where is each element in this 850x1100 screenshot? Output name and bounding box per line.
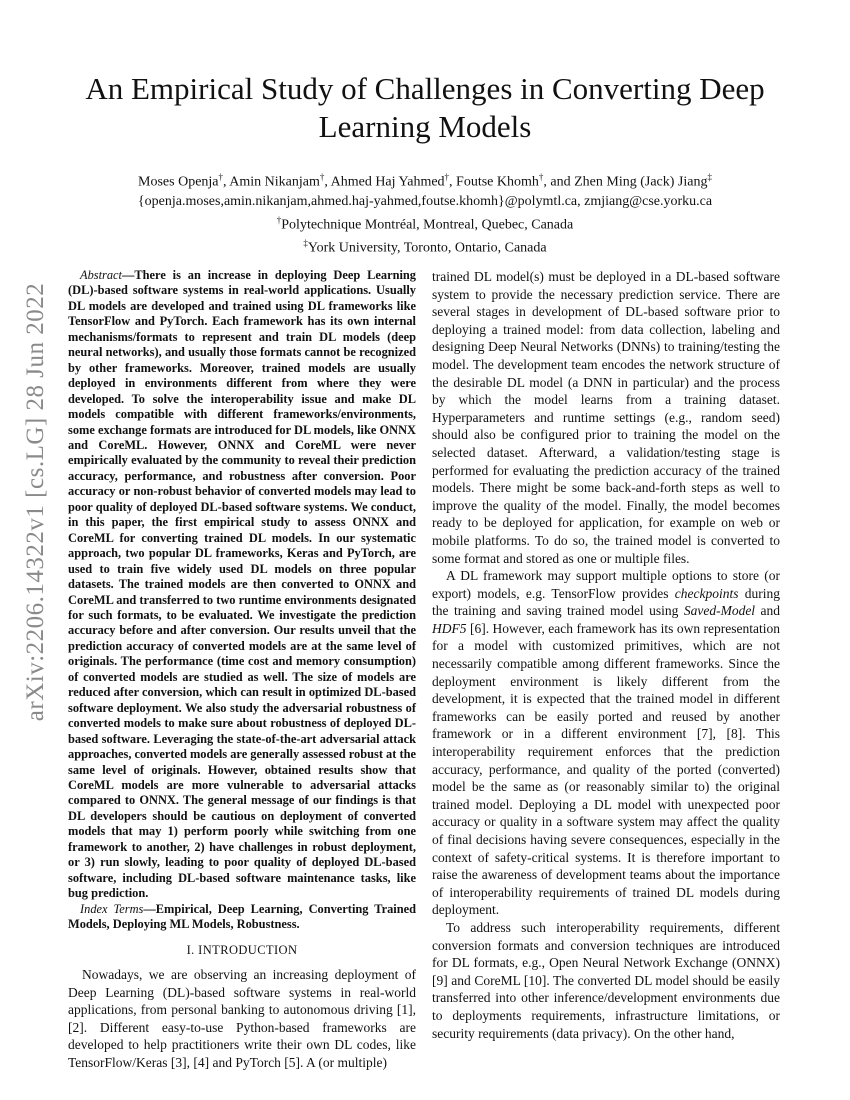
- abstract-text: —There is an increase in deploying Deep Learning (DL)-based software systems in real-world applications. Usually DL models are developed and trained using DL frameworks like TensorFlow and PyTorch. Each framework has its own internal mechanisms/formats to represent and train DL models (deep neural networks), and usually those formats cannot be recognized by other frameworks. Moreover, trained models are usually deployed in environments different from where they were developed. To solve the interoperability issue and make DL models compatible with different frameworks/environments, some exchange formats are introduced for DL models, like ONNX and CoreML. However, ONNX and CoreML were never empirically evaluated by the community to reveal their prediction accuracy, performance, and robustness after conversion. Poor accuracy or non-robust behavior of converted models may lead to poor quality of deployed DL-based software systems. We conduct, in this paper, the first empirical study to assess ONNX and CoreML for converting trained DL models. In our systematic approach, two popular DL frameworks, Keras and PyTorch, are used to train five widely used DL models on three popular datasets. The trained models are then converted to ONNX and CoreML and transferred to two runtime environments designated for such formats, to be evaluated. We investigate the prediction accuracy before and after conversion. Our results unveil that the prediction accuracy of converted models are at the same level of originals. The performance (time cost and memory consumption) of converted models are studied as well. The size of models are reduced after conversion, which can result in optimized DL-based software deployment. We also study the adversarial robustness of converted models to make sure about robustness of deployed DL-based software. Leveraging the state-of-the-art adversarial attack approaches, converted models are generally assessed robust at the same level of originals. However, obtained results show that CoreML models are more vulnerable to adversarial attacks compared to ONNX. The general message of our findings is that DL developers should be cautious on deployment of converted models that may 1) perform poorly while switching from one framework to another, 2) have challenges in robust deployment, or 3) run slowly, leading to poor quality of deployed DL-based software, including DL-based software maintenance tasks, like bug prediction.: [68, 268, 416, 901]
- author-block: [60, 168, 790, 258]
- right-column: [432, 268, 780, 1042]
- abstract-label: Abstract: [80, 268, 122, 282]
- intro-paragraph-2: A DL framework may support multiple options to store (or export) models, e.g. TensorFlow provides checkpoints during the training and saving trained model using Saved-Model and HDF5 [6]. However, each framework has its own representation for a model with customized primitives, which are not necessarily compatible among different frameworks. Since the deployment environment is likely different from the development, it is expected that the trained model in different frameworks can be easily ported and reused by another framework or in a different environment [7], [8]. This interoperability requirement enforces that the prediction accuracy, performance, and quality of the ported (converted) model be the same as (or reasonably similar to) the original trained model. Deploying a DL model with unexpected poor accuracy or quality in a software system may affect the quality of final decisions having severe consequences, especially in the context of safety-critical systems. It is therefore important to raise the awareness of development teams about the importance of interoperability requirements of trained DL models during deployment.: [432, 568, 781, 918]
- intro-paragraph-1-continued: trained DL model(s) must be deployed in a DL-based software system to provide the necessary prediction service. There are several stages in development of DL-based software prior to deploying a trained model: from data collection, labeling and designing Deep Neural Networks (DNNs) to training/testing the model. The development team encodes the network structure of the desirable DL model (a DNN in particular) and the process by which the model learns from a training dataset. Hyperparameters and runtime settings (e.g., random seed) should also be configured prior to training the model on the selected dataset. Afterward, a validation/testing stage is performed for evaluating the prediction accuracy of the trained models. There might be some back-and-forth steps as well to improve the quality of the model. Finally, the model becomes ready to be deployed for application, for example on web or mobile platforms. To do so, the trained model is converted to some format and stored as one or multiple files.: [432, 269, 780, 566]
- arxiv-identifier: arXiv:2206.14322v1 [cs.LG] 28 Jun 2022: [22, 282, 49, 722]
- index-terms-text: —Empirical, Deep Learning, Converting Trained Models, Deploying ML Models, Robustness.: [68, 901, 416, 932]
- left-column: [68, 268, 416, 1072]
- term-hdf5: HDF5: [432, 620, 467, 636]
- intro-paragraph-1: Nowadays, we are observing an increasing deployment of Deep Learning (DL)-based software systems in real-world applications, from personal banking to autonomous driving [1], [2]. Different easy-to-use Python-based frameworks are developed to help practitioners write their own DL codes, like TensorFlow/Keras [3], [4] and PyTorch [5]. A (or multiple): [68, 967, 416, 1071]
- abstract: [68, 268, 416, 902]
- paper-title: An Empirical Study of Challenges in Converting Deep Learning Models: [85, 71, 765, 144]
- author-name: Foutse Khomh: [456, 174, 539, 190]
- affiliation-2: ‡York University, Toronto, Ontario, Canada: [303, 238, 547, 256]
- author-name: Amin Nikanjam: [229, 174, 320, 190]
- affiliation-mark: †: [218, 172, 224, 182]
- author-name: Moses Openja: [138, 174, 219, 190]
- affiliation-mark: ‡: [303, 238, 308, 249]
- arxiv-stamp: [12, 282, 60, 722]
- term-savedmodel: Saved-Model: [683, 603, 756, 619]
- affiliation-mark: †: [444, 172, 450, 182]
- author-name: Ahmed Haj Yahmed: [330, 174, 445, 190]
- author-emails: {openja.moses,amin.nikanjam,ahmed.haj-yahmed,foutse.khomh}@polymtl.ca, zmjiang@cse.yorku.ca: [137, 193, 713, 209]
- affiliation-mark: †: [276, 214, 282, 225]
- index-terms-label: Index Terms: [80, 901, 144, 916]
- section-heading-introduction: I. INTRODUCTION: [186, 943, 298, 958]
- affiliation-mark: †: [538, 172, 544, 182]
- affiliation-mark: ‡: [707, 172, 712, 182]
- author-names: Moses Openja†, Amin Nikanjam†, Ahmed Haj Yahmed†, Foutse Khomh†, and Zhen Ming (Jack) Jiang‡: [138, 172, 712, 190]
- index-terms: [68, 902, 416, 933]
- affiliation-mark: †: [319, 172, 325, 182]
- term-checkpoints: checkpoints: [674, 585, 739, 601]
- affiliation-1: †Polytechnique Montréal, Montreal, Quebec, Canada: [276, 214, 574, 233]
- intro-paragraph-3: To address such interoperability requirements, different conversion formats and conversion techniques are introduced for DL formats, e.g., Open Neural Network Exchange (ONNX) [9] and CoreML [10]. The converted DL model should be easily transferred into other inference/development environments due to deployments requirements, infrastructure limitations, or security requirements (data privacy). On the other hand,: [432, 919, 780, 1041]
- author-name: and Zhen Ming (Jack) Jiang: [550, 174, 708, 190]
